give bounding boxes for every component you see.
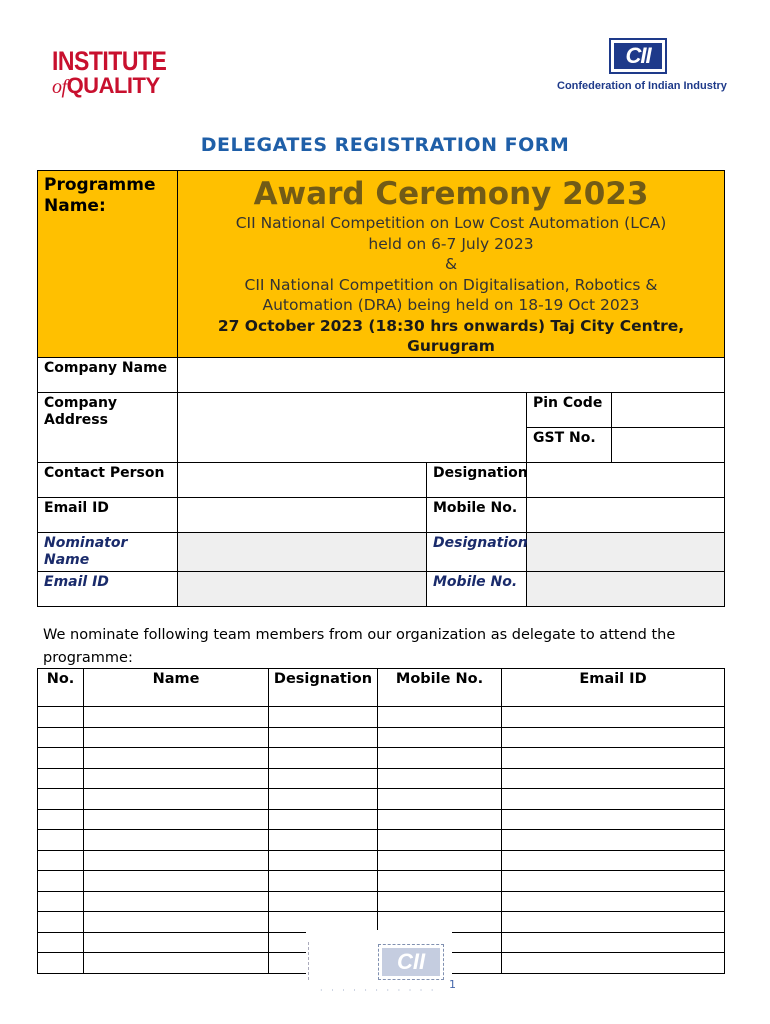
member-cell-mobile[interactable] bbox=[378, 707, 502, 728]
member-cell-no[interactable] bbox=[38, 871, 84, 892]
logo-of-text: of bbox=[52, 76, 67, 98]
member-cell-designation[interactable] bbox=[269, 809, 378, 830]
pin-code-label: Pin Code bbox=[527, 392, 612, 427]
member-cell-no[interactable] bbox=[38, 891, 84, 912]
member-cell-no[interactable] bbox=[38, 850, 84, 871]
member-cell-name[interactable] bbox=[84, 727, 269, 748]
member-cell-name[interactable] bbox=[84, 850, 269, 871]
member-cell-email[interactable] bbox=[502, 871, 725, 892]
table-row bbox=[38, 850, 725, 871]
member-cell-email[interactable] bbox=[502, 891, 725, 912]
nominator-mobile-label: Mobile No. bbox=[427, 571, 527, 606]
programme-date-venue: 27 October 2023 (18:30 hrs onwards) Taj City Centre, Gurugram bbox=[217, 316, 685, 355]
cii-mark bbox=[609, 38, 667, 74]
member-cell-no[interactable] bbox=[38, 830, 84, 851]
member-cell-email[interactable] bbox=[502, 707, 725, 728]
col-header-mobile: Mobile No. bbox=[378, 669, 502, 707]
member-cell-name[interactable] bbox=[84, 871, 269, 892]
member-cell-designation[interactable] bbox=[269, 871, 378, 892]
member-cell-email[interactable] bbox=[502, 912, 725, 933]
company-address-field[interactable] bbox=[178, 392, 527, 462]
member-cell-designation[interactable] bbox=[269, 768, 378, 789]
member-cell-mobile[interactable] bbox=[378, 871, 502, 892]
programme-ampersand: & bbox=[444, 255, 458, 273]
logo-line-1: INSTITUTE bbox=[52, 45, 167, 76]
company-name-field[interactable] bbox=[178, 357, 725, 392]
designation-field[interactable] bbox=[527, 462, 725, 497]
designation-label: Designation bbox=[427, 462, 527, 497]
footer-cii-mark bbox=[378, 944, 444, 980]
member-cell-name[interactable] bbox=[84, 830, 269, 851]
member-cell-email[interactable] bbox=[502, 953, 725, 974]
cii-mark-text: CII bbox=[614, 43, 662, 69]
email-id-label: Email ID bbox=[38, 497, 178, 532]
footer-logo-area bbox=[306, 930, 452, 986]
member-cell-name[interactable] bbox=[84, 912, 269, 933]
member-cell-email[interactable] bbox=[502, 768, 725, 789]
table-row bbox=[38, 871, 725, 892]
col-header-designation: Designation bbox=[269, 669, 378, 707]
member-cell-name[interactable] bbox=[84, 768, 269, 789]
member-cell-designation[interactable] bbox=[269, 707, 378, 728]
member-cell-mobile[interactable] bbox=[378, 768, 502, 789]
member-cell-designation[interactable] bbox=[269, 748, 378, 769]
footer-cii-text: CII bbox=[382, 948, 440, 976]
programme-details bbox=[178, 171, 725, 358]
table-row bbox=[38, 768, 725, 789]
pin-code-field[interactable] bbox=[612, 392, 725, 427]
member-cell-email[interactable] bbox=[502, 748, 725, 769]
form-title: DELEGATES REGISTRATION FORM bbox=[200, 134, 570, 156]
member-cell-mobile[interactable] bbox=[378, 912, 502, 933]
member-cell-email[interactable] bbox=[502, 809, 725, 830]
member-cell-designation[interactable] bbox=[269, 912, 378, 933]
member-cell-designation[interactable] bbox=[269, 830, 378, 851]
member-cell-mobile[interactable] bbox=[378, 830, 502, 851]
nominator-email-label: Email ID bbox=[38, 571, 178, 606]
page-number: 1 bbox=[449, 978, 456, 991]
programme-title: Award Ceremony 2023 bbox=[253, 176, 649, 212]
nominator-mobile-field[interactable] bbox=[527, 571, 725, 606]
col-header-no: No. bbox=[38, 669, 84, 707]
member-cell-no[interactable] bbox=[38, 707, 84, 728]
member-cell-email[interactable] bbox=[502, 830, 725, 851]
contact-person-field[interactable] bbox=[178, 462, 427, 497]
member-cell-name[interactable] bbox=[84, 748, 269, 769]
member-cell-no[interactable] bbox=[38, 748, 84, 769]
footer-edge bbox=[308, 942, 317, 980]
member-cell-designation[interactable] bbox=[269, 789, 378, 810]
table-row bbox=[38, 748, 725, 769]
nomination-intro-text: We nominate following team members from our organization as delegate to attend the programme: bbox=[43, 627, 676, 666]
member-cell-mobile[interactable] bbox=[378, 809, 502, 830]
nominator-name-field[interactable] bbox=[178, 532, 427, 571]
member-cell-name[interactable] bbox=[84, 891, 269, 912]
company-name-label: Company Name bbox=[38, 357, 178, 392]
mobile-no-label: Mobile No. bbox=[427, 497, 527, 532]
table-row bbox=[38, 912, 725, 933]
programme-line-3: CII National Competition on Digitalisation, Robotics & bbox=[244, 275, 658, 294]
member-cell-no[interactable] bbox=[38, 932, 84, 953]
col-header-name: Name bbox=[84, 669, 269, 707]
table-row bbox=[38, 809, 725, 830]
member-cell-email[interactable] bbox=[502, 789, 725, 810]
table-row bbox=[38, 707, 725, 728]
mobile-no-field[interactable] bbox=[527, 497, 725, 532]
member-cell-no[interactable] bbox=[38, 789, 84, 810]
member-cell-mobile[interactable] bbox=[378, 789, 502, 810]
member-cell-mobile[interactable] bbox=[378, 727, 502, 748]
table-row bbox=[38, 789, 725, 810]
table-row bbox=[38, 727, 725, 748]
programme-line-4: Automation (DRA) being held on 18-19 Oct 2023 bbox=[262, 296, 640, 314]
member-cell-designation[interactable] bbox=[269, 727, 378, 748]
logo-quality-text: QUALITY bbox=[66, 73, 160, 98]
contact-person-label: Contact Person bbox=[38, 462, 178, 497]
gst-no-label: GST No. bbox=[527, 427, 612, 462]
member-cell-email[interactable] bbox=[502, 727, 725, 748]
member-cell-name[interactable] bbox=[84, 707, 269, 728]
logo-line-2 bbox=[52, 75, 166, 97]
company-address-label: Company Address bbox=[38, 392, 178, 462]
member-cell-email[interactable] bbox=[502, 850, 725, 871]
member-cell-mobile[interactable] bbox=[378, 748, 502, 769]
member-cell-email[interactable] bbox=[502, 932, 725, 953]
footer-dots: · · · · · · · · · · · bbox=[320, 986, 437, 995]
nominator-email-field[interactable] bbox=[178, 571, 427, 606]
cii-caption: Confederation of Indian Industry bbox=[557, 80, 727, 92]
member-cell-mobile[interactable] bbox=[378, 891, 502, 912]
member-cell-no[interactable] bbox=[38, 727, 84, 748]
nominator-designation-field[interactable] bbox=[527, 532, 725, 571]
programme-line-1: CII National Competition on Low Cost Automation (LCA) bbox=[235, 214, 667, 232]
programme-line-2: held on 6-7 July 2023 bbox=[368, 234, 534, 253]
email-id-field[interactable] bbox=[178, 497, 427, 532]
member-cell-no[interactable] bbox=[38, 809, 84, 830]
nominator-name-label: Nominator Name bbox=[38, 532, 178, 571]
registration-table bbox=[37, 170, 725, 607]
member-cell-no[interactable] bbox=[38, 768, 84, 789]
cii-logo bbox=[557, 38, 727, 98]
nominator-designation-label: Designation bbox=[427, 532, 527, 571]
table-row bbox=[38, 830, 725, 851]
member-cell-no[interactable] bbox=[38, 912, 84, 933]
member-cell-name[interactable] bbox=[84, 953, 269, 974]
member-cell-designation[interactable] bbox=[269, 850, 378, 871]
member-cell-designation[interactable] bbox=[269, 891, 378, 912]
table-row bbox=[38, 891, 725, 912]
member-cell-name[interactable] bbox=[84, 789, 269, 810]
institute-of-quality-logo bbox=[52, 45, 167, 98]
member-cell-no[interactable] bbox=[38, 953, 84, 974]
members-table bbox=[37, 668, 725, 974]
col-header-email: Email ID bbox=[502, 669, 725, 707]
gst-no-field[interactable] bbox=[612, 427, 725, 462]
member-cell-mobile[interactable] bbox=[378, 850, 502, 871]
programme-name-label: Programme Name: bbox=[38, 171, 178, 358]
member-cell-name[interactable] bbox=[84, 809, 269, 830]
member-cell-name[interactable] bbox=[84, 932, 269, 953]
